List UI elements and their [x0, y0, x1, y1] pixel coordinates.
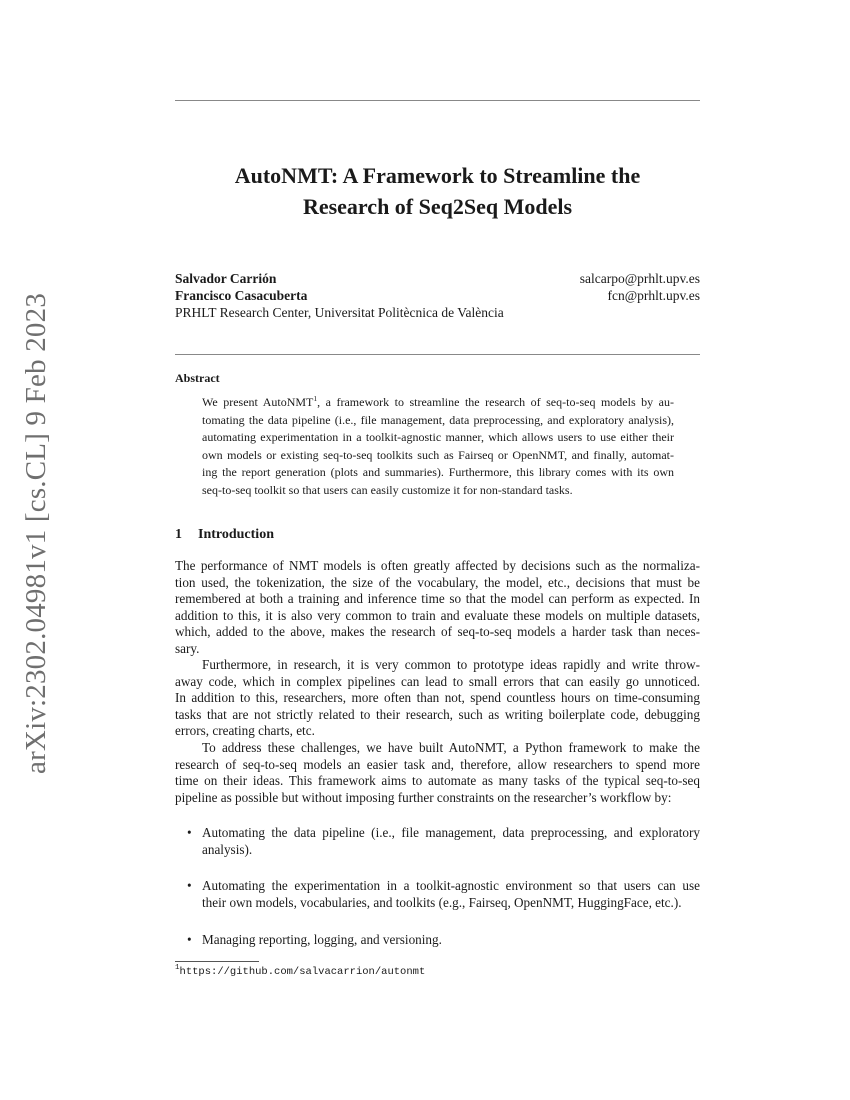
footnote-rule	[175, 961, 259, 962]
paragraph-1	[175, 558, 700, 658]
bullet-content	[202, 932, 700, 949]
author-email: salcarpo@prhlt.upv.es	[579, 271, 700, 286]
body-line: remembered at both a training and inference time so that the model can perform as expected. In	[175, 591, 700, 607]
section-number: 1	[175, 527, 182, 542]
abstract-text: , a framework to streamline the research of seq-to-seq models by au-	[317, 395, 674, 409]
bullet-content	[202, 878, 700, 911]
affiliation: PRHLT Research Center, Universitat Politècnica de València	[175, 305, 504, 320]
author-row-1	[175, 270, 700, 287]
body-line: addition to this, it is also very common to train and evaluate these models on multiple datasets,	[175, 607, 700, 623]
author-bottom-rule	[175, 354, 700, 355]
body-line: errors, creating charts, etc.	[175, 723, 315, 739]
abstract-text: We present AutoNMT	[202, 395, 314, 409]
body-line: time on their ideas. This framework aims to automate as many tasks of the typical seq-to-seq	[175, 773, 700, 789]
body-line: To address these challenges, we have built AutoNMT, a Python framework to make the	[202, 740, 700, 755]
abstract-heading: Abstract	[175, 371, 220, 385]
bullet-item	[187, 825, 700, 858]
abstract-line: ing the report generation (plots and summaries). Furthermore, this library comes with its own	[202, 465, 674, 479]
body-line: Furthermore, in research, it is very common to prototype ideas rapidly and write throw-	[202, 657, 700, 672]
bullet-line: analysis).	[202, 841, 253, 857]
bullet-line: Managing reporting, logging, and versioning.	[202, 932, 442, 947]
bullet-line: their own models, vocabularies, and toolkits (e.g., Fairseq, OpenNMT, HuggingFace, etc.).	[202, 894, 682, 910]
section-title: Introduction	[198, 527, 274, 542]
author-name: Salvador Carrión	[175, 271, 277, 286]
body-line: pipeline as possible but without imposing further constraints on the researcher’s workflow by:	[175, 789, 672, 805]
abstract-line: automating experimentation in a toolkit-agnostic manner, which allows users to use either their	[202, 430, 674, 444]
body-line: away code, which in complex pipelines can lead to small errors that can easily go unnoticed.	[175, 673, 700, 689]
paragraph-3	[175, 740, 700, 806]
abstract-line: own models or existing seq-to-seq toolkits such as Fairseq or OpenNMT, and finally, automat-	[202, 447, 674, 462]
footnote-marker: 1	[313, 394, 318, 403]
abstract-body	[202, 390, 674, 499]
body-line: research of seq-to-seq models an easier task and, therefore, allow researchers to spend more	[175, 756, 700, 772]
author-name: Francisco Casacuberta	[175, 288, 308, 303]
bullet-dot-icon: •	[187, 932, 192, 947]
arxiv-identifier: arXiv:2302.04981v1 [cs.CL] 9 Feb 2023	[20, 292, 52, 774]
section-heading	[175, 527, 274, 543]
footnote-url[interactable]: https://github.com/salvacarrion/autonmt	[179, 966, 426, 978]
body-line: which, added to the above, makes the research of seq-to-seq models a harder task than neces-	[175, 624, 700, 640]
bullet-line: Automating the experimentation in a toolkit-agnostic environment so that users can use	[202, 878, 700, 893]
title-line-2: Research of Seq2Seq Models	[302, 194, 573, 219]
abstract-line	[202, 390, 674, 412]
abstract-line: seq-to-seq toolkit so that users can easily customize it for non-standard tasks.	[202, 482, 573, 497]
title-top-rule	[175, 100, 700, 101]
body-line: tasks that are not strictly related to their research, such as writing boilerplate code, debugging	[175, 706, 700, 722]
bullet-content	[202, 825, 700, 858]
bullet-item	[187, 932, 700, 949]
abstract-line: tomating the data pipeline (i.e., file management, data preprocessing, and exploratory analysis),	[202, 412, 674, 427]
bullet-line: Automating the data pipeline (i.e., file management, data preprocessing, and exploratory	[202, 825, 700, 840]
author-row-2	[175, 287, 700, 304]
footnote	[175, 964, 425, 978]
paragraph-2	[175, 657, 700, 740]
body-line: tion used, the tokenization, the size of the vocabulary, the model, etc., decisions that must be	[175, 574, 700, 590]
bullet-item	[187, 878, 700, 911]
body-line: sary.	[175, 640, 200, 656]
paper-title	[175, 160, 700, 222]
author-block	[175, 270, 700, 321]
footnote-marker: 1	[175, 964, 180, 972]
bullet-dot-icon: •	[187, 878, 192, 893]
bullet-dot-icon: •	[187, 825, 192, 840]
body-line: In addition to this, researchers, more often than not, spend countless hours on time-consuming	[175, 690, 700, 706]
body-line: The performance of NMT models is often greatly affected by decisions such as the normaliza-	[175, 558, 700, 573]
author-email: fcn@prhlt.upv.es	[607, 288, 700, 303]
title-line-1: AutoNMT: A Framework to Streamline the	[234, 163, 641, 188]
